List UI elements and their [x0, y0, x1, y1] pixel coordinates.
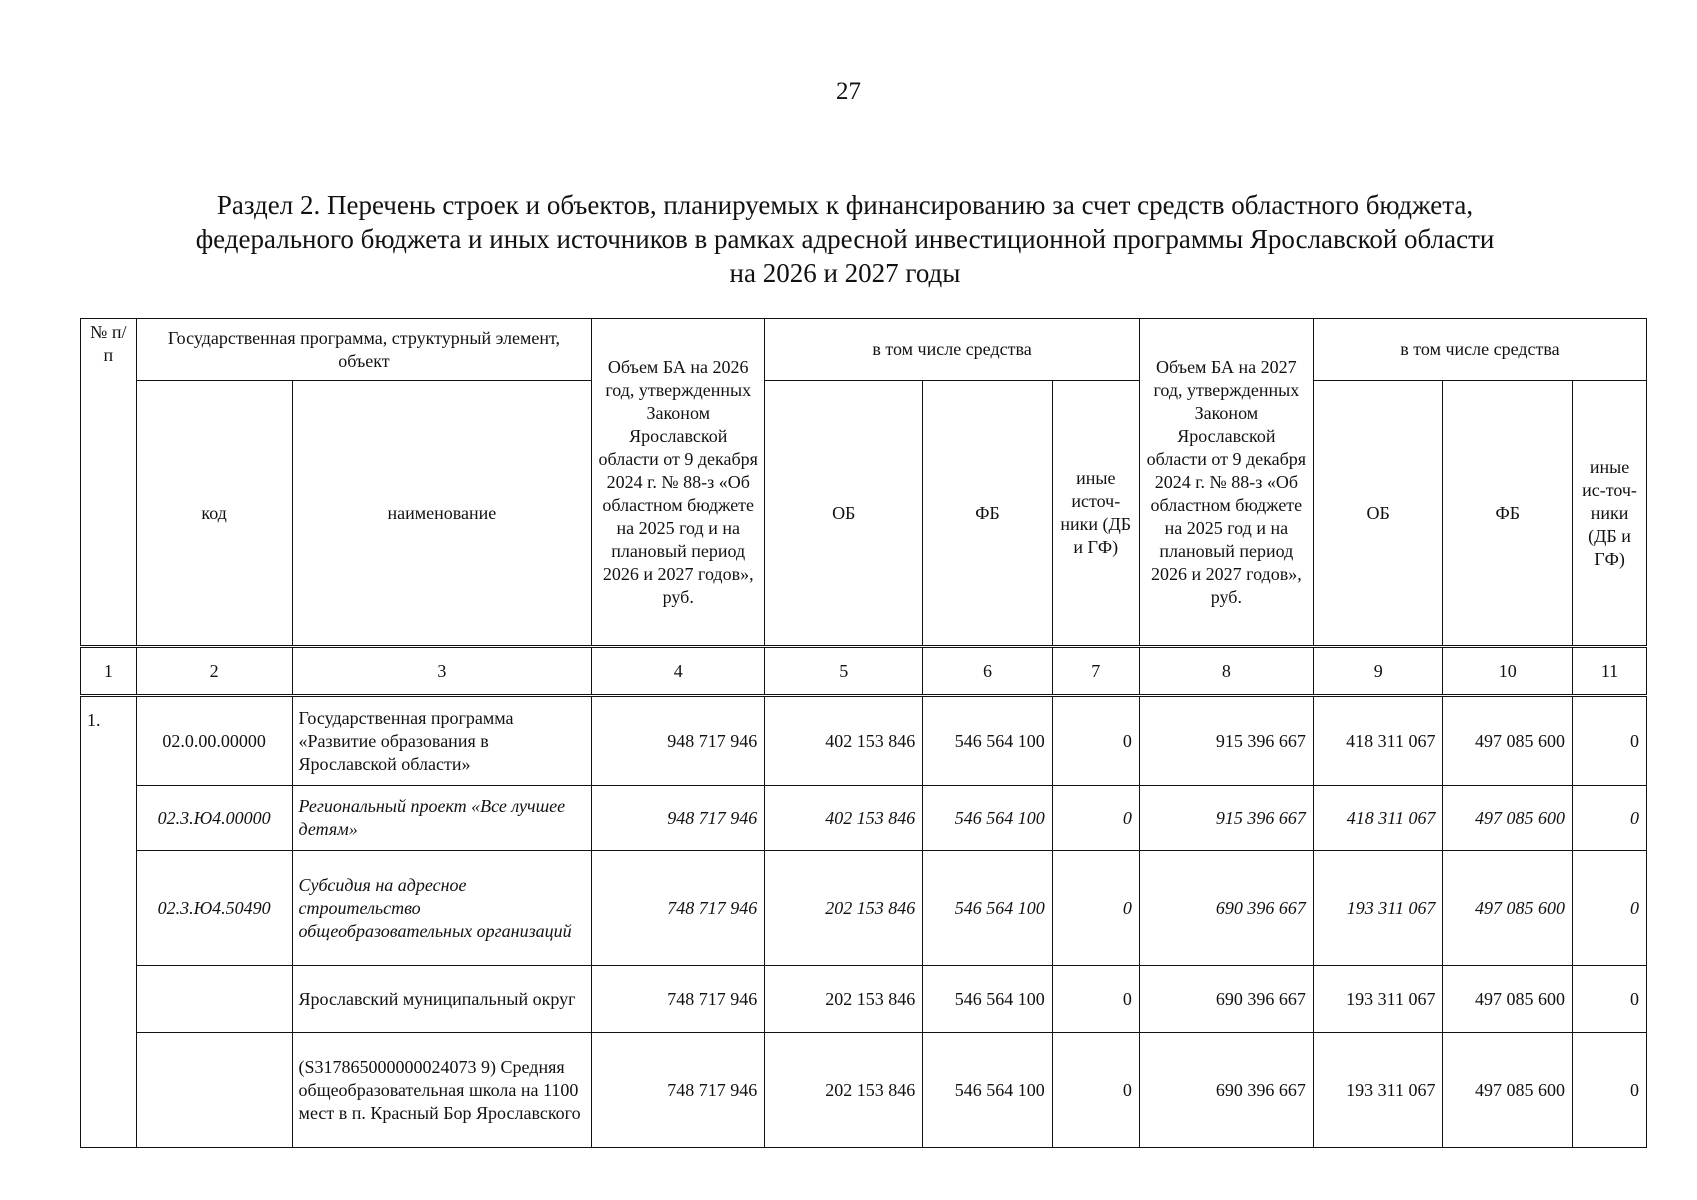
cell-fb-2027: 497 085 600: [1443, 696, 1573, 786]
cell-other-2026: 0: [1052, 851, 1139, 966]
cell-other-2027: 0: [1573, 786, 1647, 851]
cell-ob-2026: 202 153 846: [765, 851, 923, 966]
cell-ob-2026: 202 153 846: [765, 1033, 923, 1148]
cell-volume-2026: 948 717 946: [592, 786, 765, 851]
cell-ob-2026: 402 153 846: [765, 696, 923, 786]
header-fb-2027: ФБ: [1443, 381, 1573, 647]
cell-fb-2027: 497 085 600: [1443, 966, 1573, 1033]
row-code: 02.3.Ю4.50490: [136, 851, 292, 966]
column-number: 10: [1443, 647, 1573, 696]
title-line-1: Раздел 2. Перечень строек и объектов, планируемых к финансированию за счет средств областного бюджета,: [216, 190, 1474, 220]
cell-volume-2026: 748 717 946: [592, 851, 765, 966]
header-other-2026: иные источ-ники (ДБ и ГФ): [1052, 381, 1139, 647]
header-volume-2026: Объем БА на 2026 год, утвержденных Законом Ярославской области от 9 декабря 2024 г. № 88-з «Об областном бюджете на 2025 год и на плановый период 2026 и 2027 годов», руб.: [592, 319, 765, 647]
row-name: Ярославский муниципальный округ: [292, 966, 592, 1033]
cell-other-2027: 0: [1573, 1033, 1647, 1148]
header-other-2027: иные ис-точ-ники (ДБ и ГФ): [1573, 381, 1647, 647]
column-number: 7: [1052, 647, 1139, 696]
column-number: 1: [81, 647, 137, 696]
header-name: наименование: [292, 381, 592, 647]
table-row: [81, 786, 1647, 851]
cell-volume-2027: 690 396 667: [1139, 851, 1313, 966]
cell-ob-2027: 193 311 067: [1313, 966, 1443, 1033]
header-volume-2027: Объем БА на 2027 год, утвержденных Законом Ярославской области от 9 декабря 2024 г. № 88-з «Об областном бюджете на 2025 год и на плановый период 2026 и 2027 годов», руб.: [1139, 319, 1313, 647]
header-program: Государственная программа, структурный элемент, объект: [136, 319, 592, 381]
cell-ob-2026: 402 153 846: [765, 786, 923, 851]
cell-volume-2026: 748 717 946: [592, 1033, 765, 1148]
cell-other-2026: 0: [1052, 696, 1139, 786]
cell-volume-2027: 915 396 667: [1139, 786, 1313, 851]
cell-fb-2026: 546 564 100: [923, 696, 1053, 786]
cell-other-2026: 0: [1052, 1033, 1139, 1148]
row-index: 1.: [81, 696, 137, 1148]
header-ob-2027: ОБ: [1313, 381, 1443, 647]
cell-volume-2027: 690 396 667: [1139, 1033, 1313, 1148]
cell-other-2026: 0: [1052, 786, 1139, 851]
column-number: 8: [1139, 647, 1313, 696]
title-line-2: федерального бюджета и иных источников в рамках адресной инвестиционной программы Ярославской области: [195, 224, 1495, 254]
table-row: [81, 966, 1647, 1033]
row-name: Региональный проект «Все лучшее детям»: [292, 786, 592, 851]
table-row: [81, 851, 1647, 966]
row-code: [136, 966, 292, 1033]
cell-other-2026: 0: [1052, 966, 1139, 1033]
row-code: [136, 1033, 292, 1148]
cell-other-2027: 0: [1573, 696, 1647, 786]
cell-other-2027: 0: [1573, 966, 1647, 1033]
cell-fb-2026: 546 564 100: [923, 786, 1053, 851]
cell-fb-2026: 546 564 100: [923, 966, 1053, 1033]
cell-ob-2027: 193 311 067: [1313, 1033, 1443, 1148]
row-code: 02.3.Ю4.00000: [136, 786, 292, 851]
row-name: Государственная программа «Развитие образования в Ярославской области»: [292, 696, 592, 786]
column-number: 4: [592, 647, 765, 696]
cell-volume-2026: 948 717 946: [592, 696, 765, 786]
cell-fb-2026: 546 564 100: [923, 1033, 1053, 1148]
header-code: код: [136, 381, 292, 647]
header-fb-2026: ФБ: [923, 381, 1053, 647]
cell-fb-2027: 497 085 600: [1443, 786, 1573, 851]
table-row: [81, 696, 1647, 786]
column-number: 5: [765, 647, 923, 696]
column-number: 9: [1313, 647, 1443, 696]
header-including-2027: в том числе средства: [1313, 319, 1646, 381]
row-name: Субсидия на адресное строительство общеобразовательных организаций: [292, 851, 592, 966]
cell-ob-2026: 202 153 846: [765, 966, 923, 1033]
header-ob-2026: ОБ: [765, 381, 923, 647]
cell-fb-2027: 497 085 600: [1443, 1033, 1573, 1148]
cell-other-2027: 0: [1573, 851, 1647, 966]
table-row: [81, 1033, 1647, 1148]
budget-table: [80, 318, 1647, 1148]
cell-ob-2027: 193 311 067: [1313, 851, 1443, 966]
cell-ob-2027: 418 311 067: [1313, 786, 1443, 851]
title-line-3: на 2026 и 2027 годы: [729, 258, 961, 288]
cell-fb-2026: 546 564 100: [923, 851, 1053, 966]
cell-ob-2027: 418 311 067: [1313, 696, 1443, 786]
row-name: (S317865000000024073 9) Средняя общеобразовательная школа на 1100 мест в п. Красный Бор Ярославского: [292, 1033, 592, 1148]
cell-volume-2026: 748 717 946: [592, 966, 765, 1033]
row-code: 02.0.00.00000: [136, 696, 292, 786]
section-title: [120, 188, 1570, 290]
column-number: 2: [136, 647, 292, 696]
header-including-2026: в том числе средства: [765, 319, 1140, 381]
column-number: 11: [1573, 647, 1647, 696]
cell-volume-2027: 915 396 667: [1139, 696, 1313, 786]
column-number: 6: [923, 647, 1053, 696]
column-numbers-row: [81, 647, 1647, 696]
cell-fb-2027: 497 085 600: [1443, 851, 1573, 966]
header-num: № п/п: [81, 319, 137, 647]
page-number: 27: [836, 78, 861, 105]
column-number: 3: [292, 647, 592, 696]
cell-volume-2027: 690 396 667: [1139, 966, 1313, 1033]
